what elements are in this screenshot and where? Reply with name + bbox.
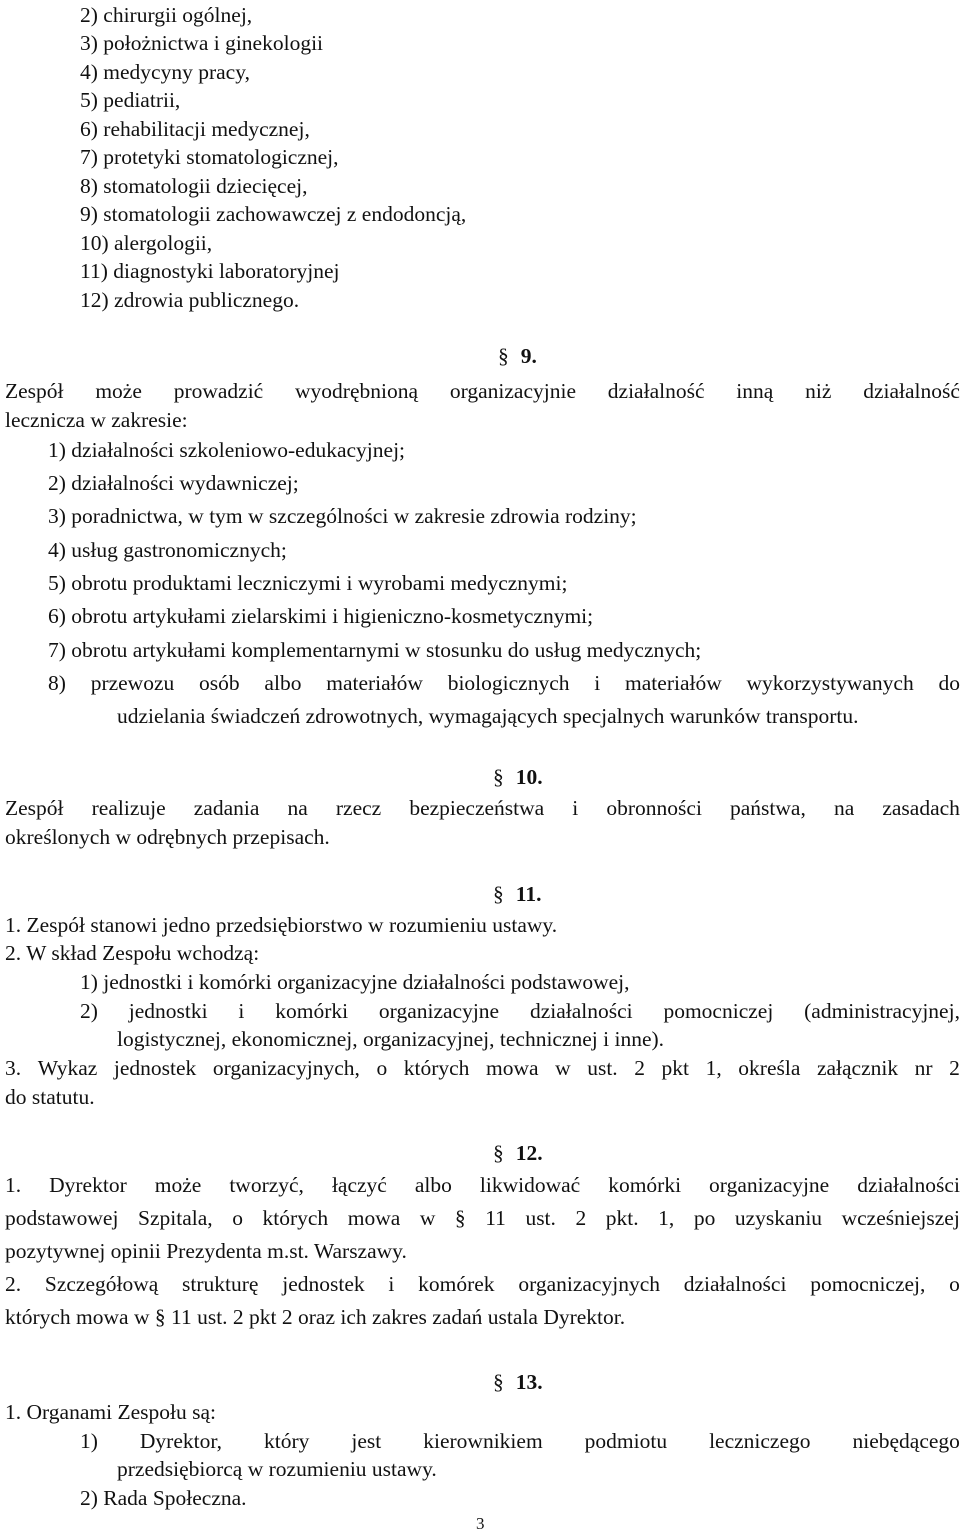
list-item: 3) położnictwa i ginekologii	[80, 31, 324, 55]
section-symbol: §	[493, 1141, 504, 1165]
section-symbol: §	[493, 882, 504, 906]
list-item: 6) obrotu artykułami zielarskimi i higieniczno-kosmetycznymi;	[48, 604, 594, 628]
list-item: 2) działalności wydawniczej;	[48, 471, 299, 495]
paragraph-line: 1. Zespół stanowi jedno przedsiębiorstwo w rozumieniu ustawy.	[5, 913, 558, 937]
list-item-continuation: udzielania świadczeń zdrowotnych, wymagających specjalnych warunków transportu.	[117, 704, 859, 728]
paragraph-line: 3. Wykaz jednostek organizacyjnych, o których mowa w ust. 2 pkt 1, określa załącznik nr 2	[5, 1056, 960, 1080]
paragraph-line: podstawowej Szpitala, o których mowa w § 11 ust. 2 pkt. 1, po uzyskaniu wcześniejszej	[5, 1206, 960, 1230]
list-item: 8) przewozu osób albo materiałów biologicznych i materiałów wykorzystywanych do	[48, 671, 960, 695]
paragraph-line: których mowa w § 11 ust. 2 pkt 2 oraz ich zakres zadań ustala Dyrektor.	[5, 1305, 626, 1329]
list-item: 11) diagnostyki laboratoryjnej	[80, 259, 340, 283]
list-item-continuation: przedsiębiorcą w rozumieniu ustawy.	[117, 1457, 437, 1481]
paragraph-line: 2. Szczegółową strukturę jednostek i komórek organizacyjnych działalności pomocniczej, o	[5, 1272, 960, 1296]
paragraph-line: 2. W skład Zespołu wchodzą:	[5, 941, 260, 965]
list-item-continuation: logistycznej, ekonomicznej, organizacyjnej, technicznej i inne).	[117, 1027, 665, 1051]
list-item: 2) chirurgii ogólnej,	[80, 3, 253, 27]
section-heading-9: § 9.	[498, 344, 537, 368]
list-item: 12) zdrowia publicznego.	[80, 288, 300, 312]
list-item: 5) obrotu produktami leczniczymi i wyrobami medycznymi;	[48, 571, 568, 595]
page-number: 3	[476, 1514, 485, 1533]
section-heading-11: § 11.	[493, 882, 542, 906]
list-item: 9) stomatologii zachowawczej z endodoncją,	[80, 202, 467, 226]
list-item: 4) medycyny pracy,	[80, 60, 250, 84]
list-item: 5) pediatrii,	[80, 88, 181, 112]
list-item: 10) alergologii,	[80, 231, 213, 255]
paragraph-line: Zespół może prowadzić wyodrębnioną organizacyjnie działalność inną niż działalność	[5, 379, 960, 403]
list-item: 4) usług gastronomicznych;	[48, 538, 287, 562]
list-item: 2) Rada Społeczna.	[80, 1486, 247, 1510]
list-item: 6) rehabilitacji medycznej,	[80, 117, 310, 141]
paragraph-line: Zespół realizuje zadania na rzecz bezpieczeństwa i obronności państwa, na zasadach	[5, 796, 960, 820]
paragraph-line: określonych w odrębnych przepisach.	[5, 825, 330, 849]
list-item: 7) protetyki stomatologicznej,	[80, 145, 339, 169]
paragraph-line: pozytywnej opinii Prezydenta m.st. Warszawy.	[5, 1239, 407, 1263]
section-heading-10: § 10.	[493, 765, 543, 789]
list-item: 8) stomatologii dziecięcej,	[80, 174, 308, 198]
paragraph-line: lecznicza w zakresie:	[5, 408, 188, 432]
list-item: 1) jednostki i komórki organizacyjne działalności podstawowej,	[80, 970, 630, 994]
section-symbol: §	[493, 765, 504, 789]
paragraph-line: 1. Organami Zespołu są:	[5, 1400, 216, 1424]
list-item: 3) poradnictwa, w tym w szczególności w zakresie zdrowia rodziny;	[48, 504, 637, 528]
list-item: 1) działalności szkoleniowo-edukacyjnej;	[48, 438, 406, 462]
section-heading-13: § 13.	[493, 1370, 543, 1394]
paragraph-line: do statutu.	[5, 1085, 95, 1109]
section-heading-12: § 12.	[493, 1141, 543, 1165]
paragraph-line: 1. Dyrektor może tworzyć, łączyć albo likwidować komórki organizacyjne działalności	[5, 1173, 960, 1197]
section-symbol: §	[493, 1370, 504, 1394]
list-item: 1) Dyrektor, który jest kierownikiem podmiotu leczniczego niebędącego	[80, 1429, 960, 1453]
list-item: 7) obrotu artykułami komplementarnymi w stosunku do usług medycznych;	[48, 638, 702, 662]
list-item: 2) jednostki i komórki organizacyjne działalności pomocniczej (administracyjnej,	[80, 999, 960, 1023]
section-symbol: §	[498, 344, 509, 368]
